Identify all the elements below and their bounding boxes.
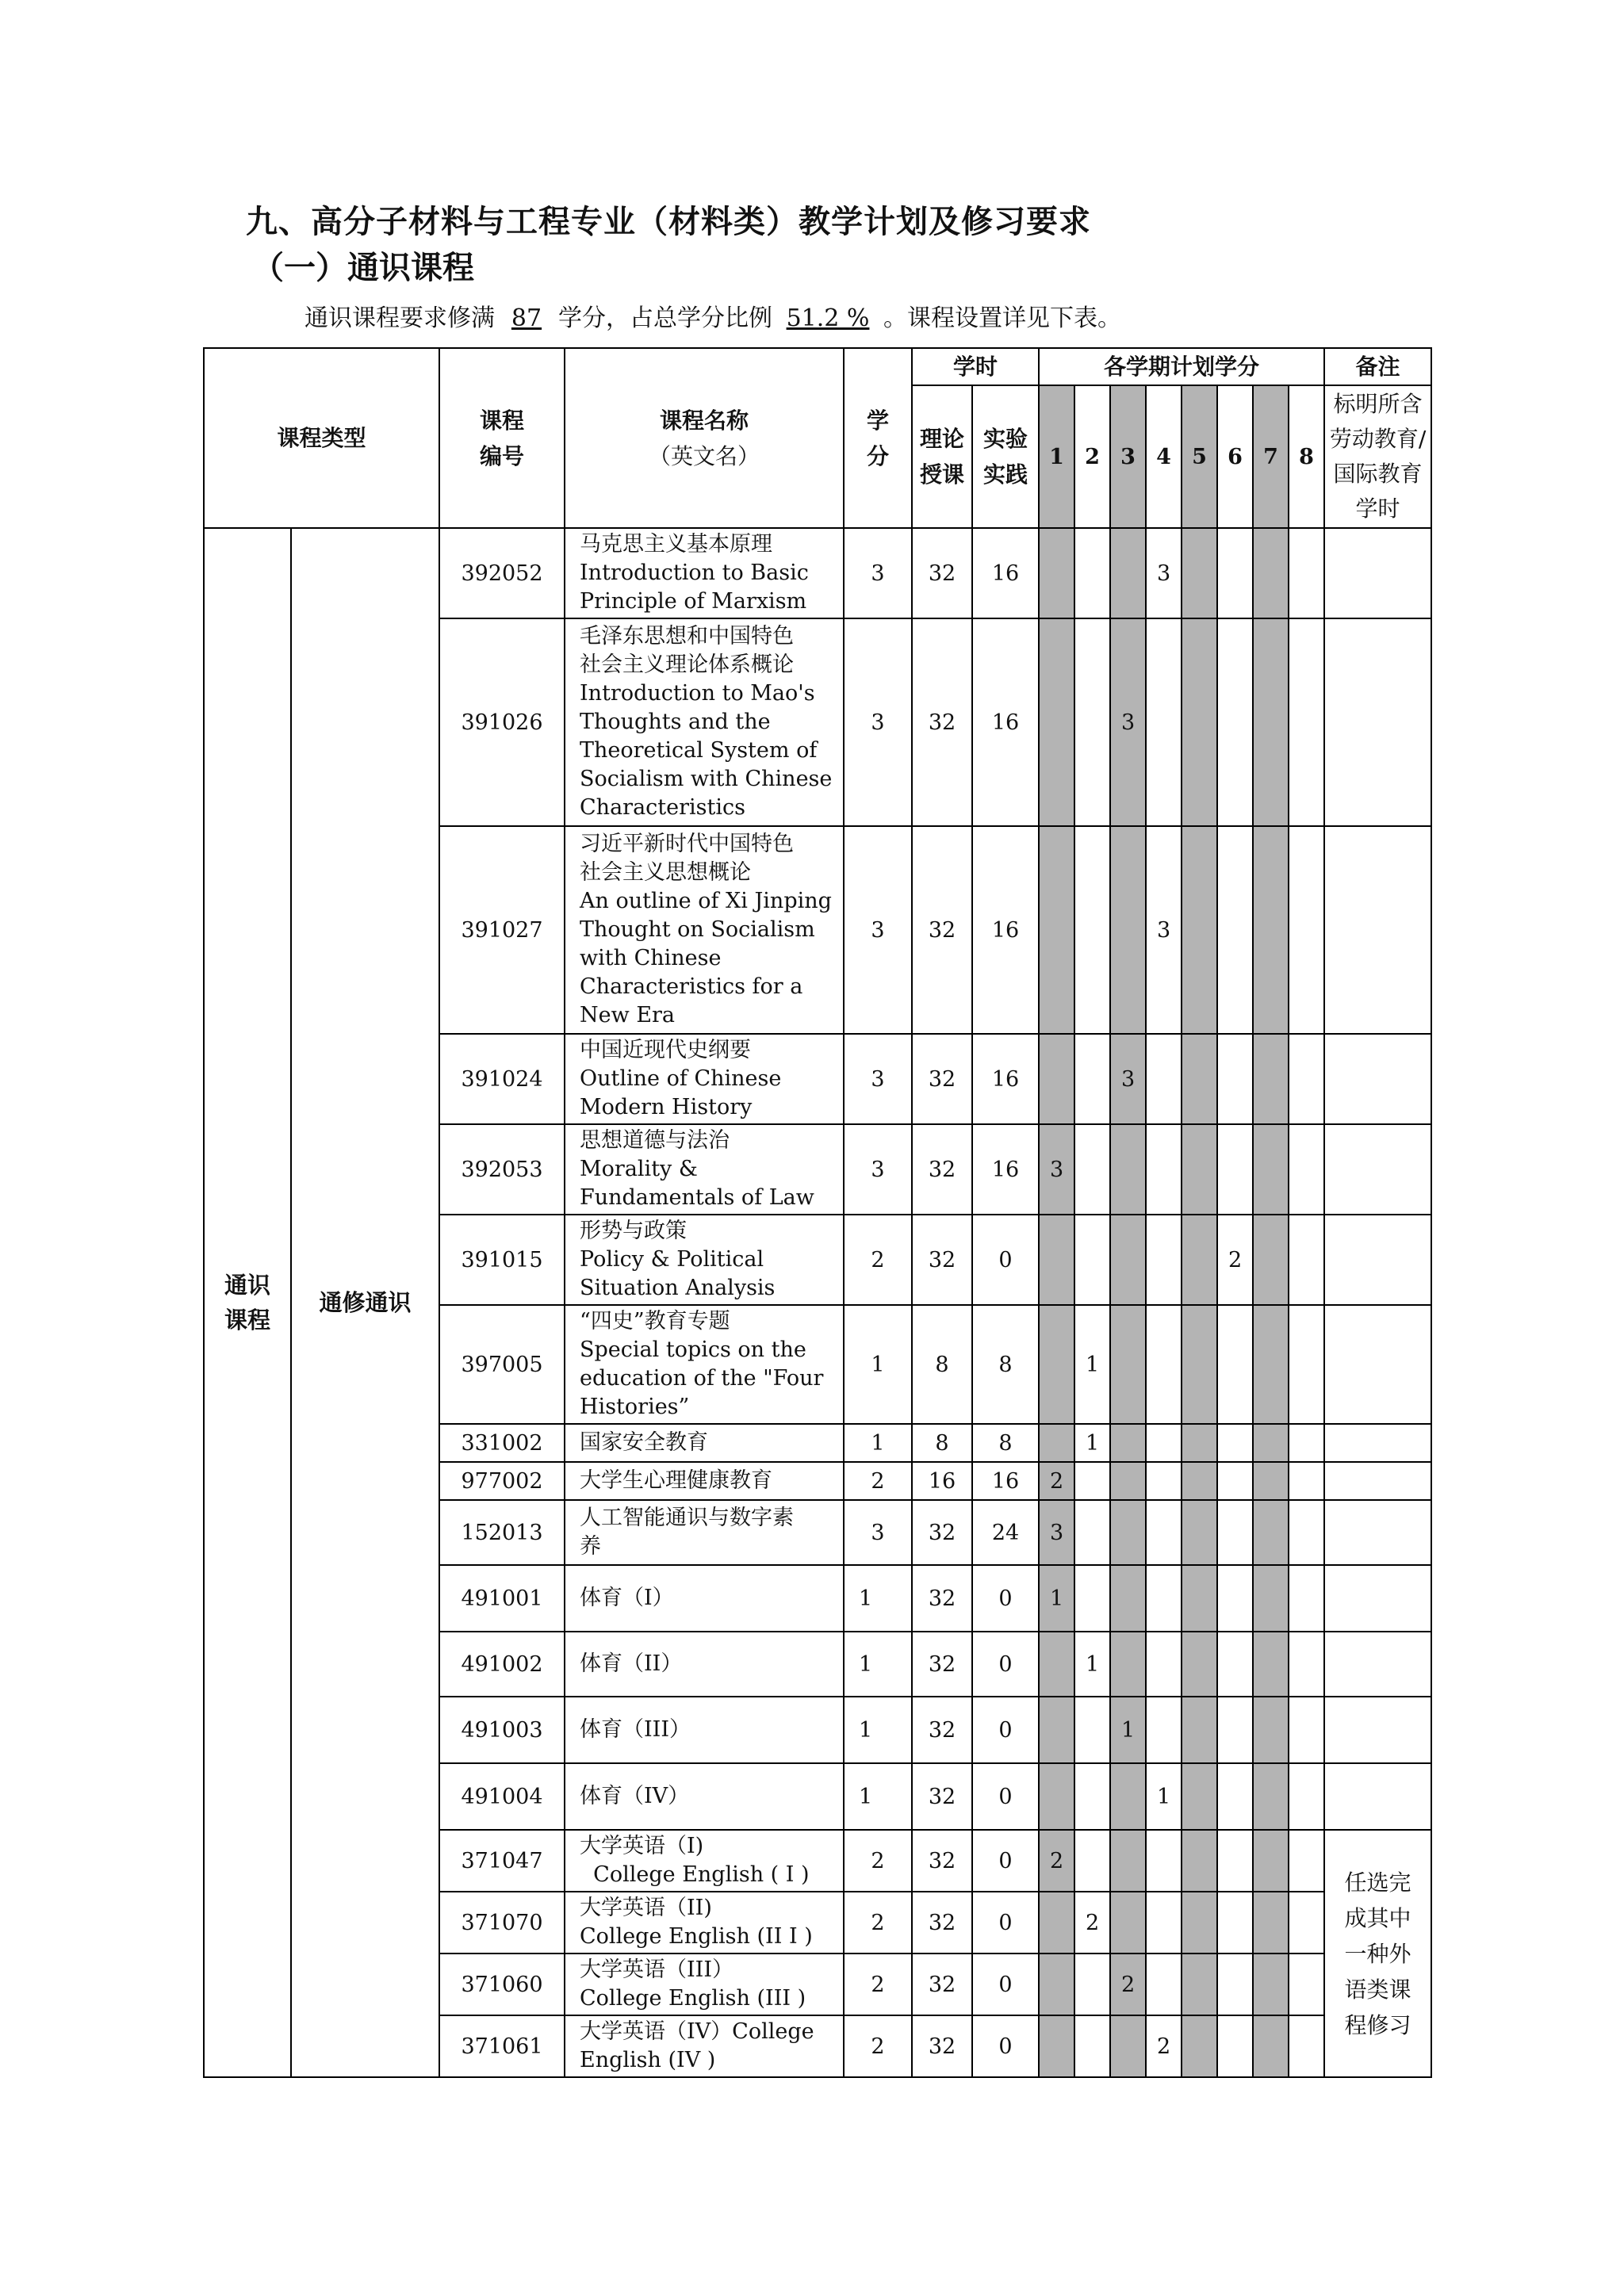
semester-6-credit: 2 [1217,1215,1253,1305]
semester-7-credit [1253,1697,1289,1763]
header-semester-3: 3 [1110,385,1146,528]
course-name: 毛泽东思想和中国特色 社会主义理论体系概论 Introduction to Mao's Thoughts and the Theoretical System of Socialism with Chinese Characteristics [565,618,844,826]
semester-5-credit [1182,2015,1217,2077]
course-name: 体育（II） [565,1632,844,1697]
semester-8-credit [1289,1763,1324,1830]
header-semester-7: 7 [1253,385,1289,528]
semester-5-credit [1182,1424,1217,1462]
semester-8-credit [1289,618,1324,826]
semester-1-credit [1039,618,1074,826]
intro-credits: 87 [511,304,542,332]
course-credit: 3 [844,826,912,1034]
header-semester-2: 2 [1074,385,1110,528]
section-title: （一）通识课程 [252,250,474,286]
course-theory-hours: 32 [912,1763,972,1830]
course-name: 体育（III） [565,1697,844,1763]
semester-4-credit [1146,1954,1182,2015]
course-practice-hours: 16 [972,1034,1039,1124]
semester-4-credit [1146,1462,1182,1500]
course-note [1324,1632,1431,1697]
course-credit: 2 [844,1462,912,1500]
course-credit: 3 [844,618,912,826]
course-practice-hours: 0 [972,2015,1039,2077]
semester-8-credit [1289,1697,1324,1763]
semester-8-credit [1289,1462,1324,1500]
course-credit: 3 [844,1124,912,1215]
course-code: 491001 [439,1565,565,1632]
semester-5-credit [1182,1697,1217,1763]
course-code: 491002 [439,1632,565,1697]
semester-7-credit [1253,1305,1289,1424]
course-practice-hours: 0 [972,1632,1039,1697]
course-practice-hours: 0 [972,1215,1039,1305]
semester-1-credit [1039,2015,1074,2077]
course-credit: 1 [844,1697,912,1763]
course-note [1324,1697,1431,1763]
course-practice-hours: 24 [972,1500,1039,1565]
course-practice-hours: 0 [972,1892,1039,1954]
course-code: 392053 [439,1124,565,1215]
header-course-code: 课程 编号 [439,348,565,528]
semester-8-credit [1289,1500,1324,1565]
semester-6-credit [1217,1305,1253,1424]
semester-7-credit [1253,1424,1289,1462]
course-note [1324,528,1431,618]
course-credit: 1 [844,1424,912,1462]
intro-text [304,298,1121,333]
header-note-detail: 标明所含劳动教育/国际教育学时 [1324,385,1431,528]
semester-2-credit: 1 [1074,1424,1110,1462]
course-name: 思想道德与法治 Morality & Fundamentals of Law [565,1124,844,1215]
semester-7-credit [1253,528,1289,618]
semester-6-credit [1217,1124,1253,1215]
semester-4-credit [1146,1215,1182,1305]
course-theory-hours: 32 [912,2015,972,2077]
course-name: 习近平新时代中国特色 社会主义思想概论 An outline of Xi Jinping Thought on Socialism with Chinese Characteristics for a New Era [565,826,844,1034]
course-credit: 3 [844,1034,912,1124]
course-code: 392052 [439,528,565,618]
semester-8-credit [1289,1954,1324,2015]
semester-2-credit: 2 [1074,1892,1110,1954]
course-theory-hours: 32 [912,1632,972,1697]
semester-2-credit: 1 [1074,1632,1110,1697]
semester-4-credit [1146,1305,1182,1424]
course-code: 391027 [439,826,565,1034]
course-theory-hours: 32 [912,1830,972,1892]
course-name: 大学生心理健康教育 [565,1462,844,1500]
course-practice-hours: 0 [972,1565,1039,1632]
semester-5-credit [1182,1830,1217,1892]
course-code: 391015 [439,1215,565,1305]
course-practice-hours: 8 [972,1424,1039,1462]
semester-1-credit [1039,1305,1074,1424]
course-practice-hours: 16 [972,1462,1039,1500]
semester-8-credit [1289,1424,1324,1462]
page-title: 九、高分子材料与工程专业（材料类）教学计划及修习要求 [246,204,1091,240]
semester-6-credit [1217,1697,1253,1763]
semester-4-credit [1146,1424,1182,1462]
course-practice-hours: 0 [972,1763,1039,1830]
semester-4-credit [1146,1565,1182,1632]
category-cell: 通识 课程 [204,528,291,2077]
semester-5-credit [1182,1215,1217,1305]
semester-6-credit [1217,1500,1253,1565]
semester-7-credit [1253,2015,1289,2077]
course-credit: 2 [844,1215,912,1305]
course-name: 大学英语（IV）College English (IV ) [565,2015,844,2077]
semester-6-credit [1217,1462,1253,1500]
course-theory-hours: 32 [912,826,972,1034]
semester-3-credit [1110,826,1146,1034]
semester-6-credit [1217,618,1253,826]
course-code: 391024 [439,1034,565,1124]
header-semesters: 各学期计划学分 [1039,348,1324,385]
semester-2-credit [1074,1763,1110,1830]
semester-1-credit: 3 [1039,1500,1074,1565]
course-practice-hours: 16 [972,618,1039,826]
course-code: 371060 [439,1954,565,2015]
course-theory-hours: 32 [912,1500,972,1565]
semester-6-credit [1217,2015,1253,2077]
semester-7-credit [1253,1763,1289,1830]
semester-3-credit [1110,528,1146,618]
course-code: 371047 [439,1830,565,1892]
semester-8-credit [1289,1830,1324,1892]
course-practice-hours: 0 [972,1830,1039,1892]
course-code: 331002 [439,1424,565,1462]
semester-3-credit: 1 [1110,1697,1146,1763]
semester-5-credit [1182,1565,1217,1632]
semester-6-credit [1217,1892,1253,1954]
semester-7-credit [1253,1215,1289,1305]
course-code: 152013 [439,1500,565,1565]
semester-1-credit [1039,1215,1074,1305]
course-note [1324,826,1431,1034]
intro-prefix: 通识课程要求修满 [304,304,495,332]
semester-4-credit [1146,1034,1182,1124]
course-note [1324,1124,1431,1215]
semester-3-credit: 3 [1110,618,1146,826]
semester-1-credit: 2 [1039,1830,1074,1892]
header-semester-8: 8 [1289,385,1324,528]
header-course-name: 课程名称 （英文名） [565,348,844,528]
semester-5-credit [1182,1632,1217,1697]
course-credit: 1 [844,1565,912,1632]
course-name: 大学英语（II) College English (II I ) [565,1892,844,1954]
course-theory-hours: 32 [912,1697,972,1763]
semester-3-credit [1110,1500,1146,1565]
course-note [1324,1763,1431,1830]
semester-5-credit [1182,1124,1217,1215]
course-theory-hours: 8 [912,1305,972,1424]
semester-3-credit [1110,1892,1146,1954]
course-name: 大学英语（III） College English (III ) [565,1954,844,2015]
intro-ratio: 51.2 % [786,304,870,332]
course-practice-hours: 16 [972,1124,1039,1215]
semester-7-credit [1253,1892,1289,1954]
semester-8-credit [1289,528,1324,618]
semester-6-credit [1217,826,1253,1034]
semester-5-credit [1182,1763,1217,1830]
course-credit: 2 [844,1954,912,2015]
course-note [1324,1462,1431,1500]
course-plan-table [203,347,1432,2078]
semester-7-credit [1253,1632,1289,1697]
semester-4-credit: 2 [1146,2015,1182,2077]
semester-5-credit [1182,528,1217,618]
semester-5-credit [1182,1034,1217,1124]
semester-2-credit [1074,1954,1110,2015]
semester-2-credit [1074,1215,1110,1305]
semester-4-credit: 1 [1146,1763,1182,1830]
course-credit: 3 [844,528,912,618]
semester-6-credit [1217,1034,1253,1124]
intro-suffix: 。课程设置详见下表。 [883,304,1121,332]
semester-1-credit [1039,1632,1074,1697]
semester-6-credit [1217,528,1253,618]
semester-5-credit [1182,618,1217,826]
semester-3-credit [1110,1565,1146,1632]
semester-4-credit: 3 [1146,528,1182,618]
semester-5-credit [1182,1462,1217,1500]
semester-2-credit [1074,1697,1110,1763]
semester-4-credit [1146,618,1182,826]
course-theory-hours: 32 [912,1215,972,1305]
course-code: 371070 [439,1892,565,1954]
course-name: 形势与政策 Policy & Political Situation Analysis [565,1215,844,1305]
course-code: 371061 [439,2015,565,2077]
course-code: 397005 [439,1305,565,1424]
semester-8-credit [1289,2015,1324,2077]
semester-1-credit [1039,1697,1074,1763]
semester-1-credit [1039,1763,1074,1830]
semester-7-credit [1253,1830,1289,1892]
course-name: 大学英语（I) College English ( I ) [565,1830,844,1892]
course-note [1324,1215,1431,1305]
course-note [1324,1424,1431,1462]
semester-4-credit [1146,1892,1182,1954]
course-code: 391026 [439,618,565,826]
semester-2-credit [1074,826,1110,1034]
table-row [204,528,1431,618]
course-name: 体育（IV） [565,1763,844,1830]
semester-3-credit: 3 [1110,1034,1146,1124]
course-theory-hours: 32 [912,528,972,618]
course-practice-hours: 0 [972,1697,1039,1763]
course-name: 人工智能通识与数字素 养 [565,1500,844,1565]
semester-3-credit: 2 [1110,1954,1146,2015]
semester-1-credit: 1 [1039,1565,1074,1632]
semester-2-credit [1074,528,1110,618]
header-hours: 学时 [912,348,1039,385]
course-theory-hours: 32 [912,1954,972,2015]
semester-3-credit [1110,1215,1146,1305]
semester-7-credit [1253,1124,1289,1215]
semester-6-credit [1217,1632,1253,1697]
semester-1-credit [1039,1034,1074,1124]
semester-4-credit [1146,1500,1182,1565]
semester-3-credit [1110,1632,1146,1697]
semester-5-credit [1182,826,1217,1034]
semester-1-credit [1039,1892,1074,1954]
semester-1-credit [1039,826,1074,1034]
semester-4-credit [1146,1632,1182,1697]
course-code: 491003 [439,1697,565,1763]
course-theory-hours: 32 [912,618,972,826]
semester-3-credit [1110,1305,1146,1424]
course-note [1324,1034,1431,1124]
semester-6-credit [1217,1954,1253,2015]
semester-1-credit [1039,1424,1074,1462]
semester-8-credit [1289,1565,1324,1632]
header-credit: 学 分 [844,348,912,528]
course-practice-hours: 8 [972,1305,1039,1424]
semester-4-credit [1146,1830,1182,1892]
semester-3-credit [1110,1424,1146,1462]
course-credit: 2 [844,1892,912,1954]
semester-6-credit [1217,1565,1253,1632]
semester-4-credit [1146,1697,1182,1763]
semester-2-credit [1074,1500,1110,1565]
semester-7-credit [1253,1462,1289,1500]
semester-7-credit [1253,618,1289,826]
semester-7-credit [1253,1954,1289,2015]
header-semester-6: 6 [1217,385,1253,528]
header-theory: 理论 授课 [912,385,972,528]
course-note [1324,1305,1431,1424]
course-note [1324,618,1431,826]
course-practice-hours: 0 [972,1954,1039,2015]
course-name: 中国近现代史纲要 Outline of Chinese Modern History [565,1034,844,1124]
semester-3-credit [1110,2015,1146,2077]
course-name: 国家安全教育 [565,1424,844,1462]
course-code: 977002 [439,1462,565,1500]
course-theory-hours: 32 [912,1565,972,1632]
semester-7-credit [1253,1500,1289,1565]
semester-5-credit [1182,1954,1217,2015]
semester-2-credit [1074,618,1110,826]
subcategory-cell: 通修通识 [291,528,439,2077]
semester-6-credit [1217,1763,1253,1830]
semester-5-credit [1182,1500,1217,1565]
semester-2-credit [1074,1124,1110,1215]
course-credit: 2 [844,1830,912,1892]
semester-3-credit [1110,1830,1146,1892]
semester-5-credit [1182,1892,1217,1954]
semester-1-credit: 2 [1039,1462,1074,1500]
course-practice-hours: 16 [972,826,1039,1034]
semester-4-credit [1146,1124,1182,1215]
course-credit: 2 [844,2015,912,2077]
course-theory-hours: 32 [912,1892,972,1954]
course-theory-hours: 32 [912,1124,972,1215]
course-code: 491004 [439,1763,565,1830]
course-note [1324,1500,1431,1565]
english-course-note: 任选完 成其中 一种外 语类课 程修习 [1324,1830,1431,2077]
header-course-type: 课程类型 [204,348,439,528]
header-note: 备注 [1324,348,1431,385]
semester-3-credit [1110,1462,1146,1500]
semester-2-credit [1074,1462,1110,1500]
semester-5-credit [1182,1305,1217,1424]
semester-3-credit [1110,1124,1146,1215]
semester-2-credit [1074,1034,1110,1124]
semester-4-credit: 3 [1146,826,1182,1034]
semester-2-credit [1074,1830,1110,1892]
course-name: 体育（I） [565,1565,844,1632]
semester-6-credit [1217,1424,1253,1462]
course-name: “四史”教育专题 Special topics on the education of the "Four Histories” [565,1305,844,1424]
header-semester-5: 5 [1182,385,1217,528]
course-theory-hours: 8 [912,1424,972,1462]
semester-2-credit [1074,2015,1110,2077]
course-practice-hours: 16 [972,528,1039,618]
semester-2-credit [1074,1565,1110,1632]
course-theory-hours: 16 [912,1462,972,1500]
course-theory-hours: 32 [912,1034,972,1124]
semester-8-credit [1289,1124,1324,1215]
semester-8-credit [1289,1305,1324,1424]
semester-8-credit [1289,1215,1324,1305]
semester-8-credit [1289,1892,1324,1954]
header-semester-1: 1 [1039,385,1074,528]
course-note [1324,1565,1431,1632]
semester-1-credit: 3 [1039,1124,1074,1215]
semester-8-credit [1289,826,1324,1034]
semester-2-credit: 1 [1074,1305,1110,1424]
semester-7-credit [1253,826,1289,1034]
course-credit: 3 [844,1500,912,1565]
intro-middle: 学分，占总学分比例 [558,304,772,332]
course-credit: 1 [844,1305,912,1424]
course-name: 马克思主义基本原理 Introduction to Basic Principle of Marxism [565,528,844,618]
semester-8-credit [1289,1632,1324,1697]
semester-7-credit [1253,1034,1289,1124]
header-semester-4: 4 [1146,385,1182,528]
semester-7-credit [1253,1565,1289,1632]
course-credit: 1 [844,1632,912,1697]
semester-1-credit [1039,528,1074,618]
semester-8-credit [1289,1034,1324,1124]
semester-6-credit [1217,1830,1253,1892]
semester-1-credit [1039,1954,1074,2015]
semester-3-credit [1110,1763,1146,1830]
header-practice: 实验 实践 [972,385,1039,528]
course-credit: 1 [844,1763,912,1830]
